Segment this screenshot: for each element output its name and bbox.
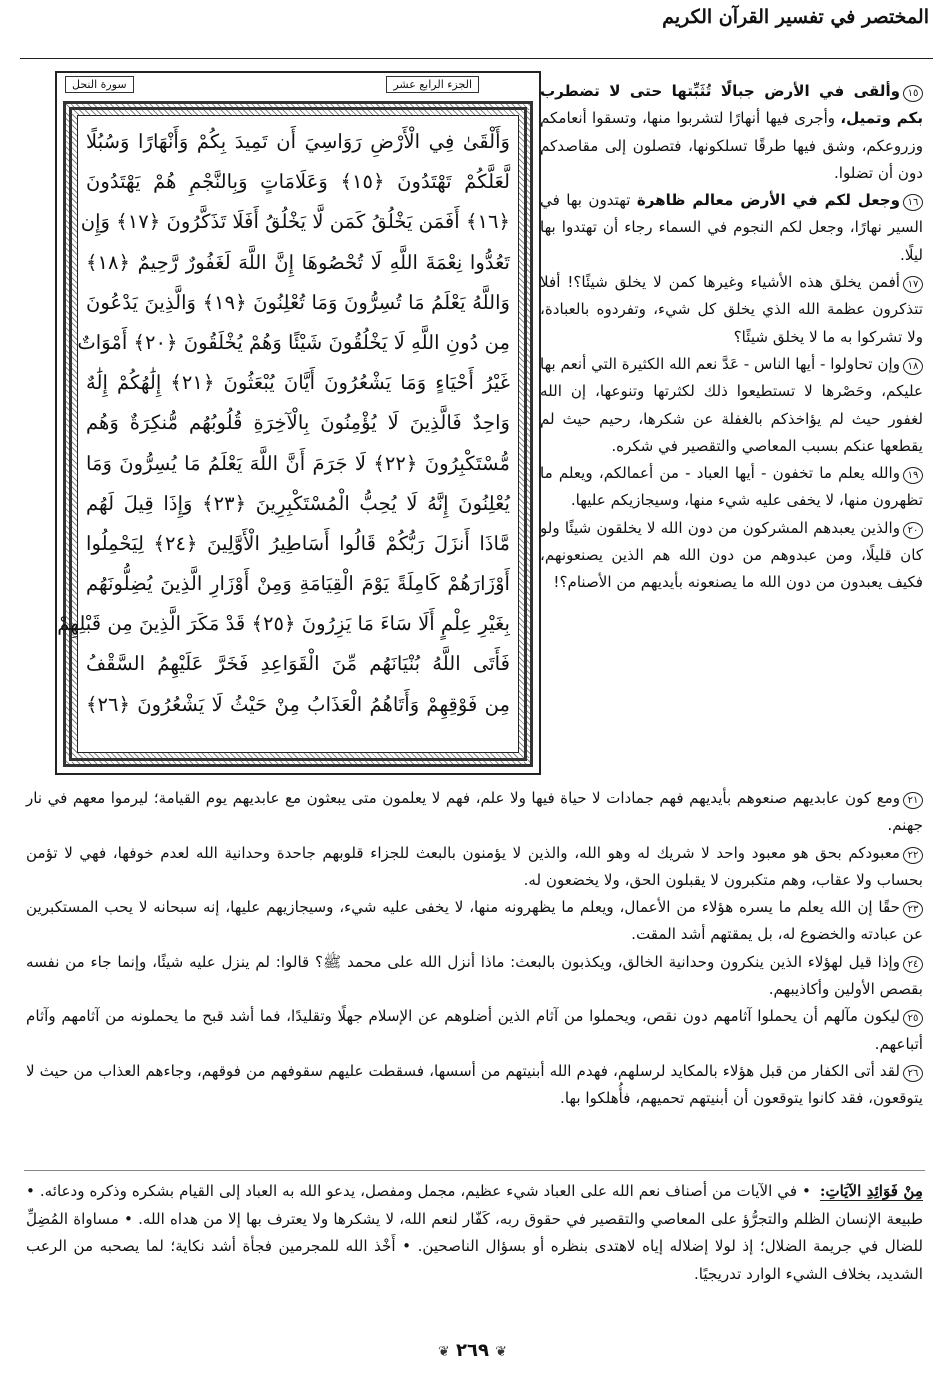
quran-line: وَاحِدٌ فَالَّذِينَ لَا يُؤْمِنُونَ بِالْآخِرَةِ قُلُوبُهُم مُّنكِرَةٌ وَهُم	[86, 411, 510, 435]
quran-line: غَيْرُ أَحْيَاءٍ وَمَا يَشْعُرُونَ أَيَّانَ يُبْعَثُونَ ﴿٢١﴾ إِلَٰهُكُمْ إِلَٰهٌ	[86, 371, 510, 395]
page-number	[0, 1340, 945, 1361]
tafsir-paragraph	[26, 1003, 923, 1058]
tafsir-paragraph	[540, 187, 923, 269]
quran-text	[57, 115, 519, 753]
quran-line: مِن دُونِ اللَّهِ لَا يَخْلُقُونَ شَيْئًا وَهُمْ يُخْلَقُونَ ﴿٢٠﴾ أَمْوَاتٌ	[77, 330, 510, 354]
quran-line: أَوْزَارَهُمْ كَامِلَةً يَوْمَ الْقِيَامَةِ وَمِنْ أَوْزَارِ الَّذِينَ يُضِلُّونَهُم	[86, 572, 510, 596]
verse-number-badge: ٢٥	[903, 1010, 923, 1027]
benefits-text: • في الآيات من أصناف نعم الله على العباد شيء عظيم، مجمل ومفصل، يدعو الله به العباد إلى القيام بشكره وذكره ودعائه. • طبيعة الإنسان الظلم والتجرُّؤ على المعاصي والتقصير في حقوق ربه، كَفّار لنعم الله، لا يشكرها ولا يعترف بها إلا من هداه الله. • مساواة المُضِلِّ للضال في جريمة الضلال؛ إذ لولا إضلاله إياه لاهتدى بنظره أو بسؤال الناصحين. • أَخْذ الله للمجرمين فجأة أشد نكاية؛ لما يصحبه من الرعب الشديد، بخلاف الشيء الوارد تدريجيًا.	[26, 1182, 923, 1283]
benefits-label: مِنْ فَوَائِدِ الآيَاتِ:	[819, 1182, 923, 1200]
tafsir-paragraph	[540, 515, 923, 597]
juz-label: الجزء الرابع عشر	[386, 76, 479, 93]
page-number-text: ٢٦٩	[456, 1340, 489, 1361]
verse-number-badge: ٢٤	[903, 956, 923, 973]
verse-number-badge: ٢٦	[903, 1065, 923, 1082]
tafsir-text: ومع كون عابديهم صنعوهم بأيديهم فهم جمادات لا حياة فيها ولا علم، فهم لا يعلمون متى يبعثون مع عابديهم يوم القيامة؛ ليرموا معهم في نار جهنم.	[26, 789, 923, 835]
quran-line: وَاللَّهُ يَعْلَمُ مَا تُسِرُّونَ وَمَا تُعْلِنُونَ ﴿١٩﴾ وَالَّذِينَ يَدْعُونَ	[86, 290, 510, 314]
tafsir-text: لقد أتى الكفار من قبل هؤلاء بالمكايد لرسلهم، فهدم الله أبنيتهم من أسسها، فسقطت عليهم سقوفهم من فوقهم، وجاءهم العذاب من حيث لا يتوقعون، فقد كانوا يتوقعون أن أبنيتهم تحميهم، فأُهلكوا بها.	[26, 1061, 923, 1108]
quran-line: مُّسْتَكْبِرُونَ ﴿٢٢﴾ لَا جَرَمَ أَنَّ اللَّهَ يَعْلَمُ مَا يُسِرُّونَ وَمَا	[86, 451, 510, 475]
tafsir-text: ليكون مآلهم أن يحملوا آثامهم دون نقص، ويحملوا من آثام الذين أضلوهم عن الإسلام جهلًا وتقليدًا، فما أشد قبح ما يحملونه من آثامهم وآثام أتباعهم.	[26, 1007, 923, 1053]
tafsir-paragraph	[540, 460, 923, 515]
tafsir-paragraph	[540, 351, 923, 460]
tafsir-text: حقًا إن الله يعلم ما يسره هؤلاء من الأعمال، ويعلم ما يظهرونه منها، لا يخفى عليه شيء، وسيجازيهم عليها، إنه سبحانه لا يحب المستكبرين عن عبادته والخضوع له، بل يمقتهم أشد المقت.	[26, 898, 923, 944]
quran-line: وَأَلْقَىٰ فِي الْأَرْضِ رَوَاسِيَ أَن تَمِيدَ بِكُمْ وَأَنْهَارًا وَسُبُلًا	[86, 130, 510, 153]
ornament-right-icon: ❦	[438, 1344, 450, 1360]
tafsir-text: وإن تحاولوا - أيها الناس - عَدَّ نعم الله الكثيرة التي أنعم بها عليكم، وحَصْرها لا تستطيعوا ذلك لكثرتها وتنوعها، إن الله لغفور حيث لم يؤاخذكم بالغفلة عن شكرها، رحيم حيث لم يقطعها عنكم بسبب المعاصي والتقصير في شكره.	[540, 354, 923, 455]
tafsir-text: والذين يعبدهم المشركون من دون الله لا يخلقون شيئًا ولو كان قليلًا، ومن عبدوهم من دون الله هم الذين يصنعونهم، فكيف يعبدون من دون الله ما يصنعونه بأيديهم من الأصنام؟!	[540, 518, 923, 592]
tafsir-paragraph	[26, 894, 923, 949]
tafsir-paragraph	[540, 269, 923, 351]
verse-number-badge: ٢٠	[903, 522, 923, 539]
quran-line: تَعُدُّوا نِعْمَةَ اللَّهِ لَا تُحْصُوهَا إِنَّ اللَّهَ لَغَفُورٌ رَّحِيمٌ ﴿١٨﴾	[86, 250, 510, 274]
tafsir-text: تهتدون بها في السير نهارًا، وجعل لكم النجوم في السماء رجاء أن تهتدوا بها ليلًا.	[540, 191, 923, 264]
quran-panel	[55, 71, 541, 775]
quran-line: يُعْلِنُونَ إِنَّهُ لَا يُحِبُّ الْمُسْتَكْبِرِينَ ﴿٢٣﴾ وَإِذَا قِيلَ لَهُم	[86, 491, 510, 515]
verse-number-badge: ١٧	[903, 276, 923, 293]
verse-number-badge: ١٨	[903, 358, 923, 375]
tafsir-bold-text: وألقى في الأرض جبالًا تُثَبِّتها حتى لا تضطرب بكم وتميل،	[540, 82, 924, 128]
tafsir-side-column	[540, 78, 923, 597]
tafsir-paragraph	[26, 840, 923, 895]
verse-number-badge: ١٩	[903, 467, 923, 484]
benefits-divider	[24, 1170, 925, 1171]
tafsir-paragraph	[26, 785, 923, 840]
tafsir-paragraph	[26, 1058, 923, 1113]
tafsir-text: وأجرى فيها أنهارًا لتشربوا منها، وتسقوا أنعامكم وزروعكم، وشق فيها طرقًا تسلكونها، فتصلون إلى مقاصدكم دون أن تضلوا.	[540, 109, 923, 182]
header-title: المختصر في تفسير القرآن الكريم	[662, 6, 929, 28]
quran-line: مَّاذَا أَنزَلَ رَبُّكُمْ قَالُوا أَسَاطِيرُ الْأَوَّلِينَ ﴿٢٤﴾ لِيَحْمِلُوا	[86, 531, 510, 555]
verse-number-badge: ١٥	[903, 85, 923, 102]
tafsir-text: أفمن يخلق هذه الأشياء وغيرها كمن لا يخلق شيئًا؟! أفلا تتذكرون عظمة الله الذي يخلق كل شيء، وتفردوه بالعبادة، ولا تشركوا به ما لا يخلق شيئًا؟	[540, 273, 923, 346]
quran-line: بِغَيْرِ عِلْمٍ أَلَا سَاءَ مَا يَزِرُونَ ﴿٢٥﴾ قَدْ مَكَرَ الَّذِينَ مِن قَبْلِهِمْ	[57, 612, 510, 636]
quran-line: لَّعَلَّكُمْ تَهْتَدُونَ ﴿١٥﴾ وَعَلَامَاتٍ وَبِالنَّجْمِ هُمْ يَهْتَدُونَ	[86, 170, 510, 194]
benefits-section	[26, 1178, 923, 1288]
tafsir-text: وإذا قيل لهؤلاء الذين ينكرون وحدانية الخالق، ويكذبون بالبعث: ماذا أنزل الله على محمد ﷺ؟ قالوا: لم ينزل عليه شيئًا، وإنما جاء من نفسه بقصص الأولين وأكاذيبهم.	[26, 952, 923, 999]
verse-number-badge: ٢١	[903, 792, 923, 809]
tafsir-bold-text: وجعل لكم في الأرض معالم ظاهرة	[636, 191, 900, 210]
ornament-left-icon: ❦	[495, 1344, 507, 1360]
verse-number-badge: ٢٣	[903, 901, 923, 918]
tafsir-paragraph	[26, 949, 923, 1004]
tafsir-paragraph	[540, 78, 923, 187]
header-divider	[20, 58, 933, 59]
verse-number-badge: ٢٢	[903, 847, 923, 864]
quran-line: ﴿١٦﴾ أَفَمَن يَخْلُقُ كَمَن لَّا يَخْلُقُ أَفَلَا تَذَكَّرُونَ ﴿١٧﴾ وَإِن	[80, 210, 510, 234]
quran-line: فَأَتَى اللَّهُ بُنْيَانَهُم مِّنَ الْقَوَاعِدِ فَخَرَّ عَلَيْهِمُ السَّقْفُ	[86, 652, 510, 676]
tafsir-text: والله يعلم ما تخفون - أيها العباد - من أعمالكم، ويعلم ما تظهرون منها، لا يخفى عليه شيء منها، وسيجازيكم عليها.	[540, 464, 923, 510]
quran-line: مِن فَوْقِهِمْ وَأَتَاهُمُ الْعَذَابُ مِنْ حَيْثُ لَا يَشْعُرُونَ ﴿٢٦﴾	[86, 692, 510, 716]
tafsir-full-width	[26, 785, 923, 1113]
surah-label: سورة النحل	[65, 76, 134, 93]
verse-number-badge: ١٦	[903, 194, 923, 211]
tafsir-text: معبودكم بحق هو معبود واحد لا شريك له وهو الله، والذين لا يؤمنون بالبعث للجزاء قلوبهم جاحدة وحدانية الله لعدم خوفها، فهي لا تؤمن بحساب ولا عقاب، وهم متكبرون لا يقبلون الحق، ولا يخضعون له.	[26, 843, 923, 889]
